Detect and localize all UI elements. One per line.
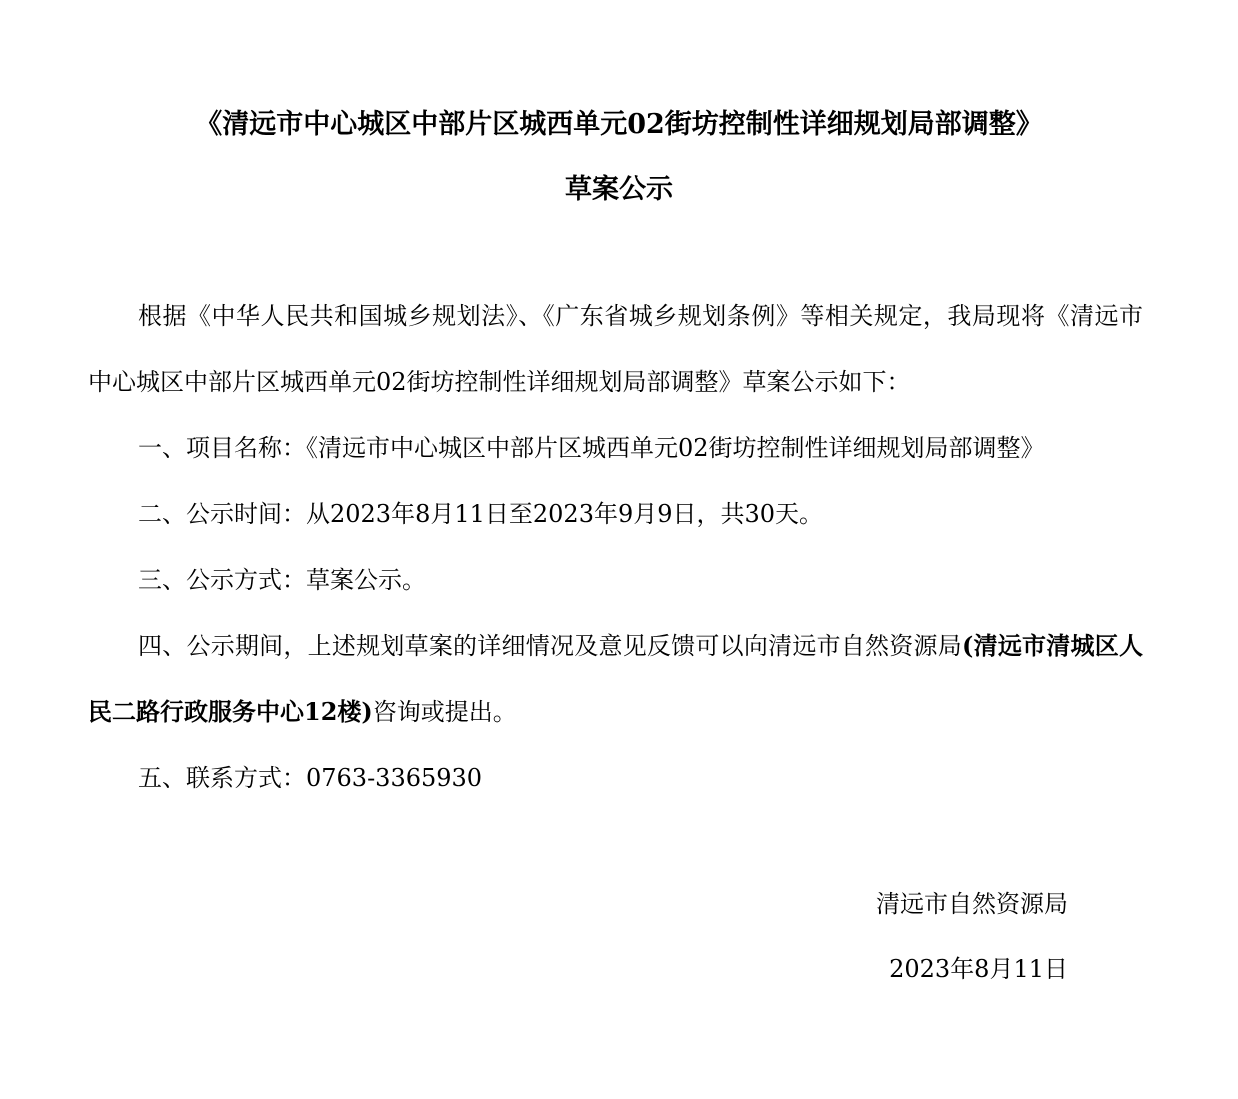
item-publicity-method: 三、公示方式：草案公示。 <box>138 566 426 594</box>
item-publicity-time: 二、公示时间：从2023年8月11日至2023年9月9日，共30天。 <box>138 500 824 528</box>
document-body <box>88 283 1143 811</box>
signature-date: 2023年8月11日 <box>889 955 1068 983</box>
item-project-name: 一、项目名称：《清远市中心城区中部片区城西单元02街坊控制性详细规划局部调整》 <box>138 434 1045 462</box>
document-subtitle: 草案公示 <box>565 174 673 205</box>
item-contact: 五、联系方式：0763-3365930 <box>138 764 483 792</box>
item-feedback <box>88 613 1143 745</box>
document-title: 《清远市中心城区中部片区城西单元02街坊控制性详细规划局部调整》 <box>195 109 1043 140</box>
item-feedback-address: (清远市清城区人民二路行政服务中心12楼) <box>88 631 1144 726</box>
intro-paragraph: 根据《中华人民共和国城乡规划法》、《广东省城乡规划条例》等相关规定，我局现将《清远市中心城区中部片区城西单元02街坊控制性详细规划局部调整》草案公示如下： <box>88 302 1143 396</box>
signature-organization: 清远市自然资源局 <box>876 890 1068 918</box>
item-feedback-prefix: 四、公示期间，上述规划草案的详细情况及意见反馈可以向清远市自然资源局 <box>138 632 962 660</box>
item-feedback-suffix: 咨询或提出。 <box>372 698 517 726</box>
